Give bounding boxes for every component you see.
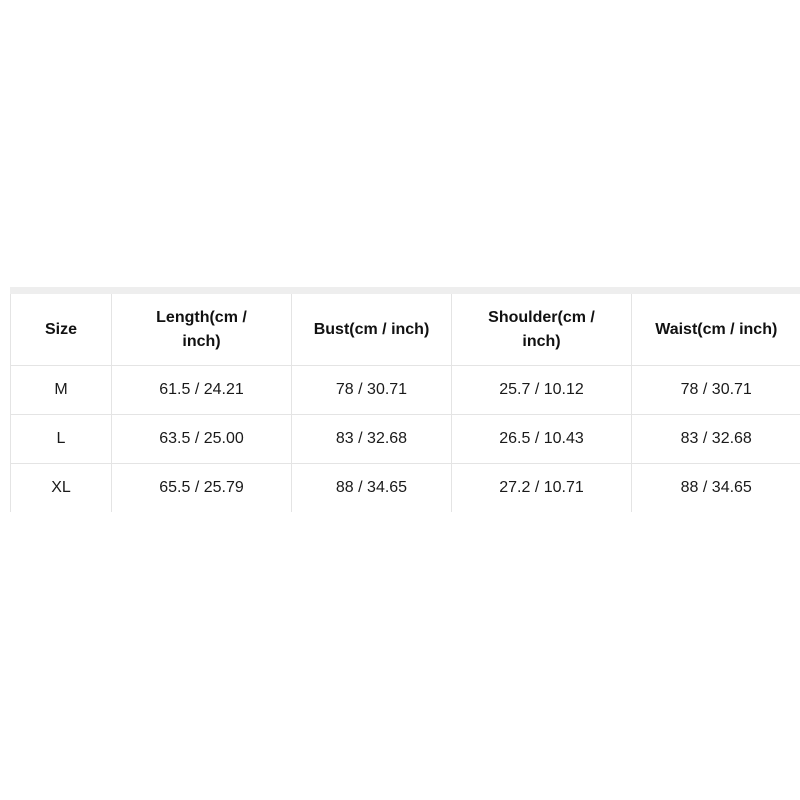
cell-waist: 78 / 30.71 xyxy=(632,366,800,415)
header-size-label: Size xyxy=(44,320,77,338)
size-chart xyxy=(10,287,800,513)
table-row xyxy=(11,366,800,415)
cell-size: M xyxy=(11,366,112,415)
table-row xyxy=(11,464,800,513)
size-table xyxy=(10,294,800,512)
cell-bust: 83 / 32.68 xyxy=(292,415,452,464)
cell-shoulder: 26.5 / 10.43 xyxy=(452,415,632,464)
header-shoulder xyxy=(452,294,632,366)
header-bust-label: Bust(cm / inch) xyxy=(313,320,430,338)
cell-length: 65.5 / 25.79 xyxy=(112,464,292,513)
table-row xyxy=(11,415,800,464)
header-waist-label: Waist(cm / inch) xyxy=(655,320,778,338)
cell-shoulder: 27.2 / 10.71 xyxy=(452,464,632,513)
header-size xyxy=(11,294,112,366)
cell-size: L xyxy=(11,415,112,464)
cell-waist: 83 / 32.68 xyxy=(632,415,800,464)
header-shoulder-label: Shoulder(cm / inch) xyxy=(488,308,595,350)
header-row xyxy=(11,294,800,366)
cell-length: 63.5 / 25.00 xyxy=(112,415,292,464)
cell-bust: 78 / 30.71 xyxy=(292,366,452,415)
header-bust xyxy=(292,294,452,366)
cell-waist: 88 / 34.65 xyxy=(680,479,752,496)
cell-size: XL xyxy=(11,464,112,513)
header-length xyxy=(112,294,292,366)
header-length-label: Length(cm / inch) xyxy=(156,308,247,350)
cell-shoulder: 25.7 / 10.12 xyxy=(452,366,632,415)
header-waist xyxy=(632,294,800,366)
cell-length: 61.5 / 24.21 xyxy=(112,366,292,415)
cell-bust: 88 / 34.65 xyxy=(292,464,452,513)
